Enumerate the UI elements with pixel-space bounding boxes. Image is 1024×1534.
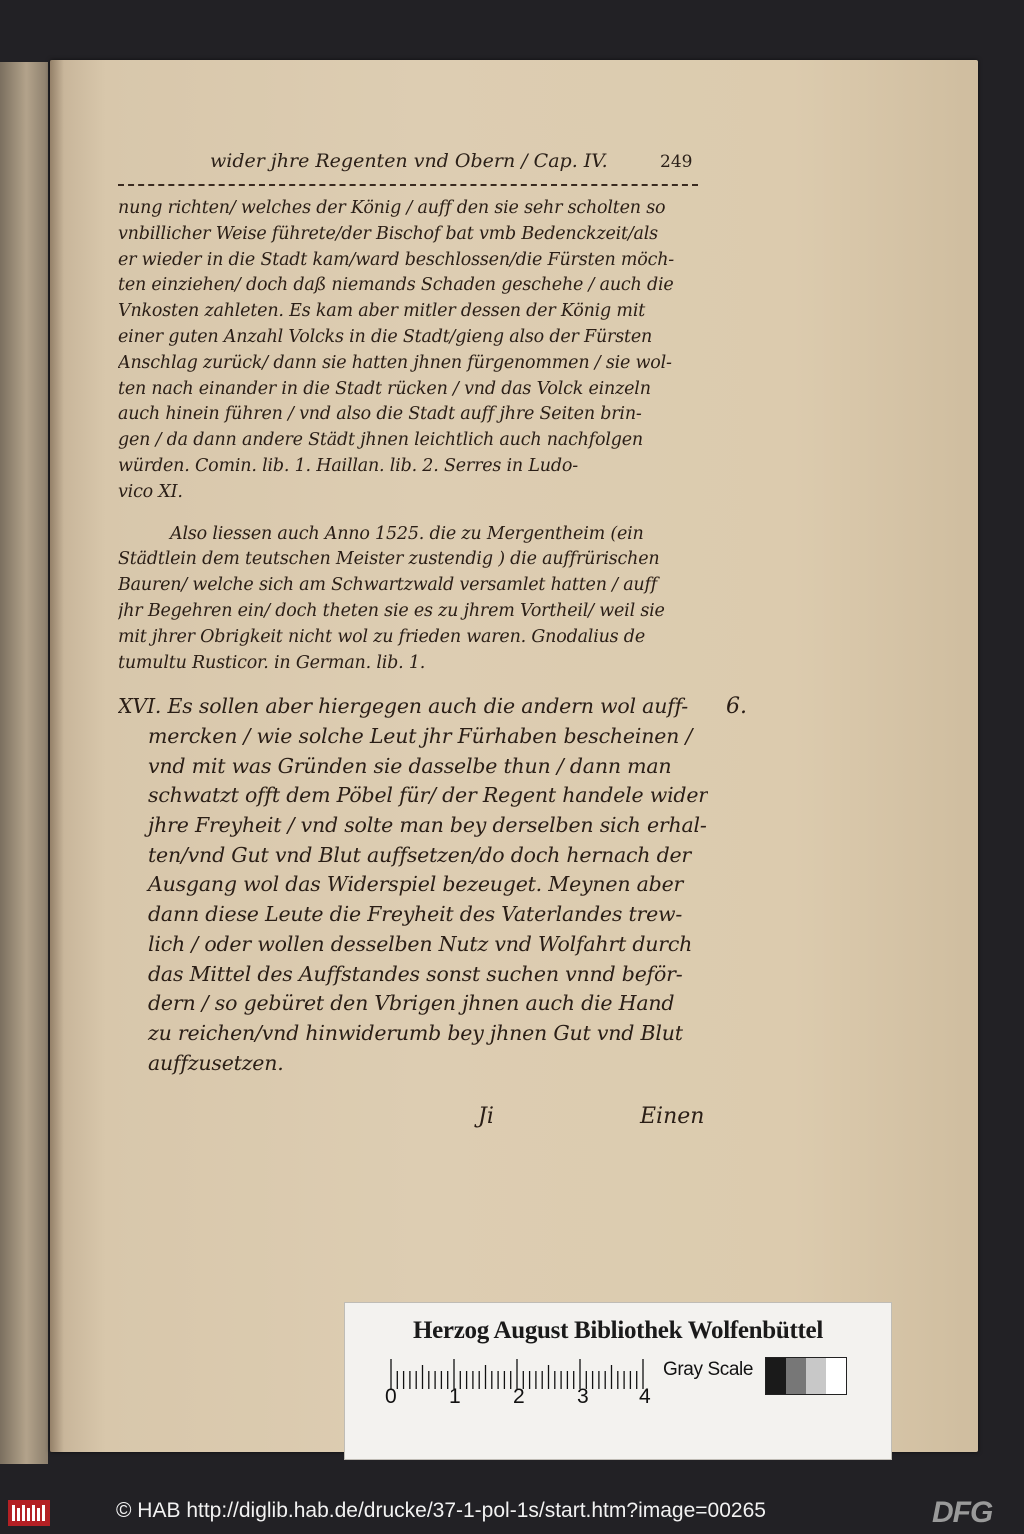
text-line: dern / so gebüret den Vbrigen jhnen auch die Hand (148, 991, 675, 1016)
ruler-number: 1 (449, 1385, 461, 1408)
copyright-link[interactable]: © HAB http://diglib.hab.de/drucke/37-1-pol-1s/start.htm?image=00265 (116, 1499, 766, 1522)
ruler-number: 0 (385, 1385, 397, 1408)
text-line: nung richten/ welches der König / auff den sie sehr scholten so (118, 198, 666, 218)
running-head: wider jhre Regenten vnd Obern / Cap. IV. (210, 150, 608, 172)
text-line: er wieder in die Stadt kam/ward beschlossen/die Fürsten möch- (118, 249, 675, 270)
page-number: 249 (660, 152, 693, 172)
adjacent-page-edge (0, 62, 48, 1464)
dfg-logo: DFG (932, 1496, 993, 1529)
paragraph-gap (118, 676, 708, 692)
text-line: XVI. Es sollen aber hiergegen auch die andern wol auff- (118, 694, 688, 719)
text-line: vnd mit was Gründen sie dasselbe thun / dann man (148, 753, 672, 778)
gray-scale-swatches (765, 1357, 847, 1395)
text-line: Ausgang wol das Widerspiel bezeuget. Meynen aber (148, 872, 684, 897)
ruler-number: 3 (577, 1385, 589, 1408)
page-text (118, 196, 708, 1078)
text-line: ten/vnd Gut vnd Blut auffsetzen/do doch hernach der (148, 842, 692, 867)
hab-logo-icon (8, 1500, 50, 1526)
text-line: vnbillicher Weise führete/der Bischof bat vmb Bedenckzeit/als (118, 223, 658, 244)
gray-scale-label: Gray Scale (663, 1359, 753, 1380)
margin-note: 6. (726, 694, 747, 719)
text-line: Bauren/ welche sich am Schwartzwald versamlet hatten / auff (118, 575, 658, 596)
text-line: Also liessen auch Anno 1525. die zu Mergentheim (ein (170, 523, 644, 544)
text-line: ten nach einander in die Stadt rücken / vnd das Volck einzeln (118, 378, 651, 399)
text-line: Anschlag zurück/ dann sie hatten jhnen fürgenommen / sie wol- (118, 352, 672, 373)
text-line: dann diese Leute die Freyheit des Vaterlandes trew- (148, 902, 683, 927)
text-line: auffzusetzen. (148, 1050, 284, 1075)
text-line: einer guten Anzahl Volcks in die Stadt/gieng also der Fürsten (118, 326, 653, 347)
paragraph-3 (118, 692, 708, 1078)
text-line: ten einziehen/ doch daß niemands Schaden geschehe / auch die (118, 275, 674, 296)
text-line: Vnkosten zahleten. Es kam aber mitler dessen der König mit (118, 301, 646, 322)
text-line: schwatzt offt dem Pöbel für/ der Regent handele wider (148, 783, 708, 808)
text-line: tumultu Rusticor. in German. lib. 1. (118, 652, 426, 673)
text-line: zu reichen/vnd hinwiderumb bey jhnen Gut vnd Blut (148, 1020, 683, 1045)
text-line: jhr Begehren ein/ doch theten sie es zu jhrem Vortheil/ weil sie (118, 600, 665, 621)
text-line: Städtlein dem teutschen Meister zustendig ) die auffrürischen (118, 549, 660, 570)
text-line: würden. Comin. lib. 1. Haillan. lib. 2. Serres in Ludo- (118, 455, 578, 476)
text-line: auch hinein führen / vnd also die Stadt auff jhre Seiten brin- (118, 404, 642, 425)
gray-swatch (786, 1358, 806, 1394)
text-line: lich / oder wollen desselben Nutz vnd Wolfahrt durch (148, 931, 693, 956)
text-line: mercken / wie solche Leut jhr Fürhaben bescheinen / (148, 724, 693, 749)
paragraph-1 (118, 196, 708, 506)
library-label-card (344, 1302, 892, 1460)
ruler-number: 4 (639, 1385, 651, 1408)
header-rule (118, 184, 698, 186)
text-line: jhre Freyheit / vnd solte man bey derselben sich erhal- (148, 813, 707, 838)
catchword: Einen (640, 1104, 705, 1129)
gray-swatch (766, 1358, 786, 1394)
text-line: gen / da dann andere Städt jhnen leichtlich auch nachfolgen (118, 430, 643, 451)
signature-mark: Ji (478, 1104, 494, 1129)
gray-swatch (806, 1358, 826, 1394)
paragraph-2 (118, 522, 708, 677)
paragraph-gap (118, 506, 708, 522)
text-line: vico XI. (118, 481, 183, 502)
footer-bar (0, 1492, 1024, 1534)
gray-swatch (826, 1358, 846, 1394)
library-name: Herzog August Bibliothek Wolfenbüttel (412, 1317, 823, 1344)
ruler-number: 2 (513, 1385, 525, 1408)
text-line: mit jhrer Obrigkeit nicht wol zu frieden waren. Gnodalius de (118, 626, 645, 647)
text-line: das Mittel des Auffstandes sonst suchen vnnd beför- (148, 961, 683, 986)
